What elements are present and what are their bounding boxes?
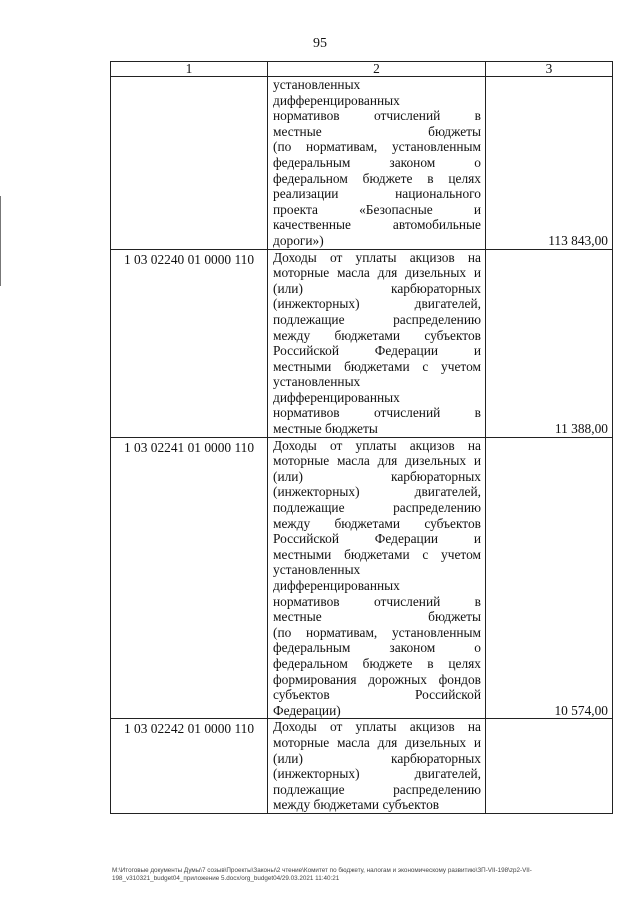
description-line: (или) карбюраторных <box>273 750 481 766</box>
description-line: моторные масла для дизельных и <box>273 265 481 281</box>
description-line: местные бюджеты <box>273 609 481 625</box>
description-line: Доходы от уплаты акцизов на <box>273 249 481 265</box>
description-line: Российской Федерации и <box>273 343 481 359</box>
description-line: между бюджетами субъектов <box>273 515 481 531</box>
amount-cell: 10 574,00 <box>486 437 613 719</box>
description-line: федеральном бюджете в целях <box>273 655 481 671</box>
description-line: (инжекторных) двигателей, <box>273 484 481 500</box>
description-line: проекта «Безопасные и <box>273 201 481 217</box>
description-cell <box>268 249 486 437</box>
description-line: Доходы от уплаты акцизов на <box>273 719 481 735</box>
description-line: (или) карбюраторных <box>273 280 481 296</box>
revenue-code-cell <box>111 77 268 250</box>
file-path-footer <box>112 867 622 883</box>
description-line: моторные масла для дизельных и <box>273 734 481 750</box>
description-line: (по нормативам, установленным <box>273 624 481 640</box>
description-line: местными бюджетами с учетом <box>273 546 481 562</box>
revenue-code-cell: 1 03 02242 01 0000 110 <box>111 719 268 814</box>
table-body <box>111 77 613 814</box>
page-number: 95 <box>313 36 327 51</box>
description-cell <box>268 437 486 719</box>
revenue-code-cell: 1 03 02241 01 0000 110 <box>111 437 268 719</box>
description-line: установленных <box>273 77 361 92</box>
revenue-code-cell: 1 03 02240 01 0000 110 <box>111 249 268 437</box>
description-line: (или) карбюраторных <box>273 468 481 484</box>
description-line: между бюджетами субъектов <box>273 797 440 813</box>
description-line: подлежащие распределению <box>273 500 481 516</box>
revenue-table <box>110 61 613 814</box>
description-line: дифференцированных <box>273 389 400 405</box>
amount-cell: 113 843,00 <box>486 77 613 250</box>
footer-line-1: M:\Итоговые документы Думы\7 созыв\Проекты\Законы\2 чтение\Комитет по бюджету, налогам и экономическому развитию\ЗП-VII-198\zp2-VII- <box>112 867 532 874</box>
description-line: федеральным законом о <box>273 640 481 656</box>
description-line: установленных <box>273 374 361 390</box>
column-header-3: 3 <box>486 62 613 77</box>
description-line: дифференцированных <box>273 92 400 108</box>
description-line: дифференцированных <box>273 578 400 593</box>
amount-cell: 11 388,00 <box>486 249 613 437</box>
description-line: (по нормативам, установленным <box>273 139 481 155</box>
description-line: моторные масла для дизельных и <box>273 453 481 469</box>
description-line: Федерации) <box>273 702 341 718</box>
footer-line-2: 198_v310321_budget04_приложение 5.docx/org_budget04/29.03.2021 11:40:21 <box>112 875 340 882</box>
description-line: нормативов отчислений в <box>273 593 481 609</box>
description-line: (инжекторных) двигателей, <box>273 766 481 782</box>
description-line: дороги») <box>273 232 324 248</box>
table-row <box>111 437 613 719</box>
description-line: федеральном бюджете в целях <box>273 170 481 186</box>
description-line: местные бюджеты <box>273 123 481 139</box>
description-line: Российской Федерации и <box>273 531 481 547</box>
description-line: установленных <box>273 562 361 578</box>
description-line: Доходы от уплаты акцизов на <box>273 437 481 453</box>
column-header-2: 2 <box>268 62 486 77</box>
description-line: федеральным законом о <box>273 154 481 170</box>
description-line: (инжекторных) двигателей, <box>273 296 481 312</box>
description-line: формирования дорожных фондов <box>273 671 481 687</box>
column-header-1: 1 <box>111 62 268 77</box>
table-row <box>111 719 613 814</box>
description-line: подлежащие распределению <box>273 311 481 327</box>
description-line: нормативов отчислений в <box>273 405 481 421</box>
description-line: реализации национального <box>273 186 481 202</box>
description-line: местные бюджеты <box>273 421 378 437</box>
description-line: субъектов Российской <box>273 687 481 703</box>
description-cell <box>268 77 486 250</box>
description-line: нормативов отчислений в <box>273 108 481 124</box>
table-row <box>111 249 613 437</box>
description-line: подлежащие распределению <box>273 781 481 797</box>
description-line: между бюджетами субъектов <box>273 327 481 343</box>
amount-cell <box>486 719 613 814</box>
description-line: качественные автомобильные <box>273 217 481 233</box>
description-line: местными бюджетами с учетом <box>273 358 481 374</box>
table-row <box>111 77 613 250</box>
table-header-row <box>111 62 613 77</box>
scan-edge-mark <box>0 196 1 286</box>
description-cell <box>268 719 486 814</box>
